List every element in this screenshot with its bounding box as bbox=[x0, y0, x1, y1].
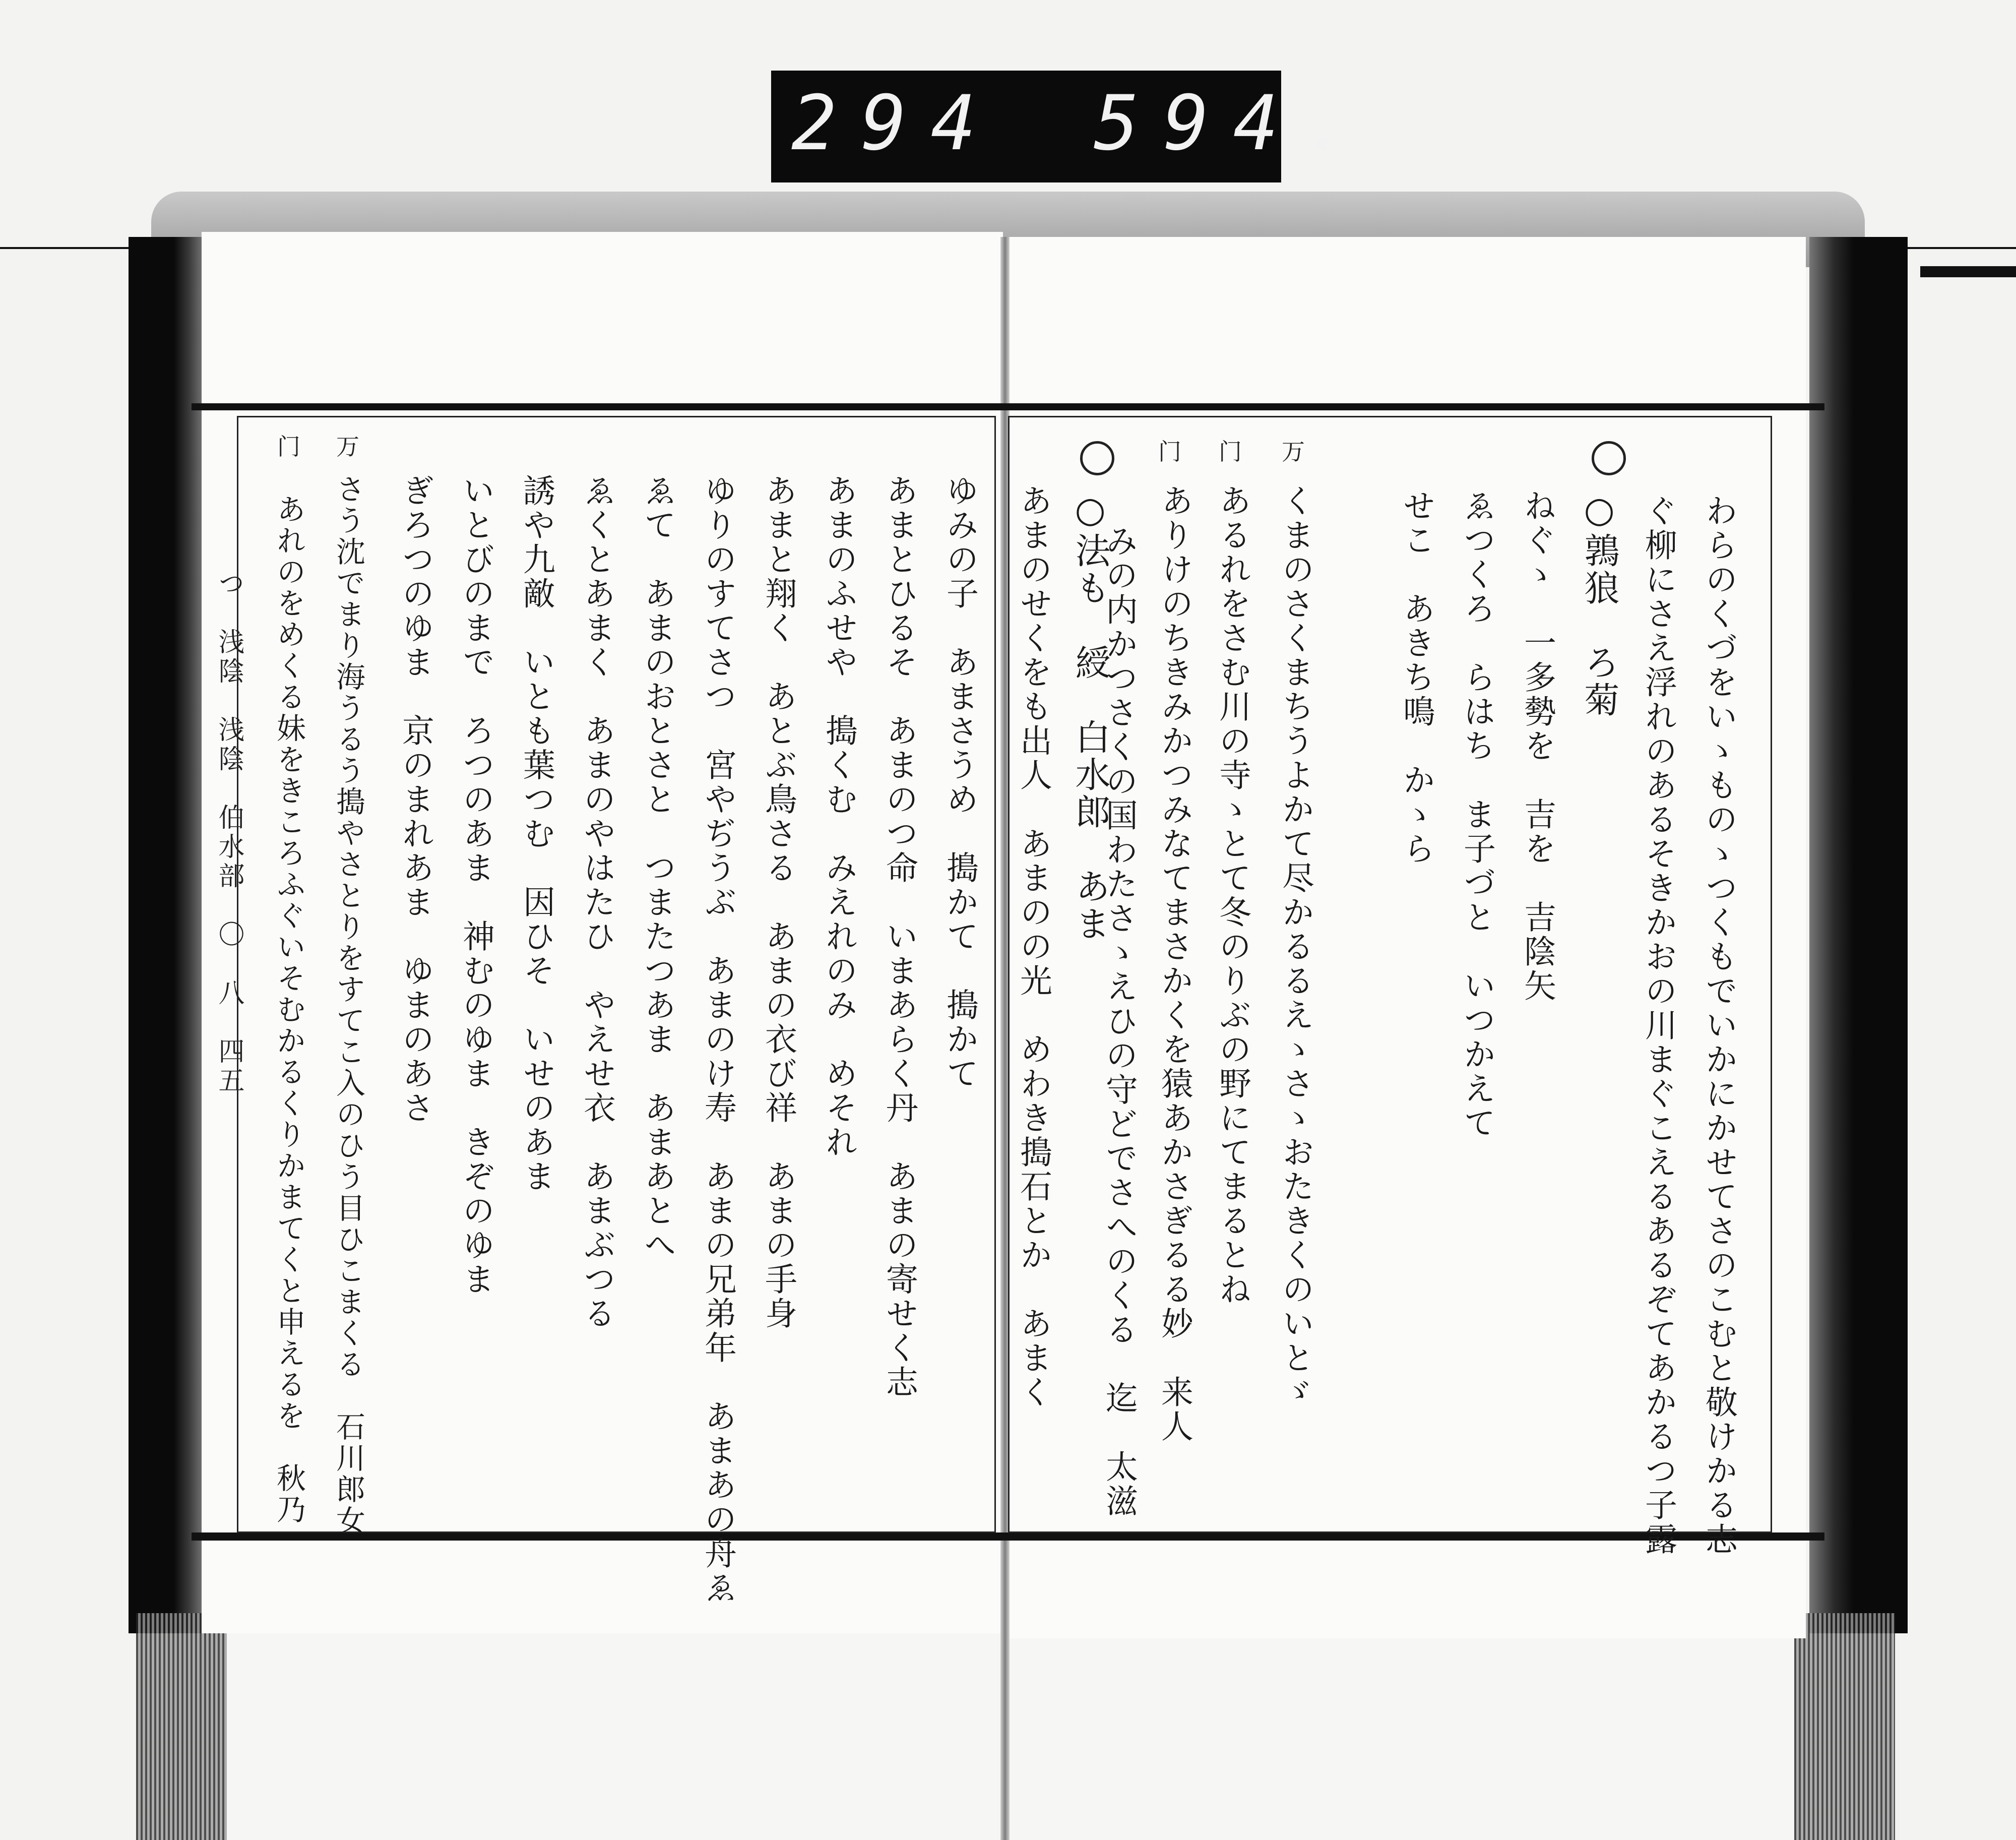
frame-counter-right: 594. bbox=[1094, 80, 1373, 167]
entry-circle-mark bbox=[1592, 441, 1626, 475]
poem-column: あるれをさむ川の寺ゝとて冬のりぶの野にてまるとね bbox=[1214, 484, 1251, 1307]
text-column: わらのくづをいゝものゝつくもでいかにかせてさのこむと敬けかる志 bbox=[1700, 494, 1737, 1557]
page-edges-right bbox=[1794, 1613, 1895, 1840]
source-label: 门 bbox=[277, 433, 300, 460]
text-column: ゑくとあまく あまのやはたひ やえせ衣 あまぶつる bbox=[578, 474, 615, 1331]
clamp-bar-bottom bbox=[192, 1532, 1824, 1541]
clamp-bar-top bbox=[192, 403, 1824, 410]
text-column: ぎろつのゆま 京のまれあま ゆまのあさ bbox=[397, 474, 434, 1125]
poem-column: みの内かつさくの国わたさゝえひの守どでさへのくる 迄 太滋 bbox=[1100, 524, 1138, 1518]
source-label: 门 bbox=[1158, 438, 1181, 465]
source-label: 门 bbox=[1219, 438, 1242, 465]
left-text-block bbox=[214, 418, 991, 1605]
text-column: ぐ柳にさえ浮れのあるそきかおの川まぐこえるあるぞてあかるつ子露 bbox=[1640, 494, 1677, 1557]
poem-column: あれのをめくる妹をきころふぐいそむかるくりかまてくと申えるを 秋乃 bbox=[272, 494, 306, 1525]
frame-counter-left: 294 bbox=[791, 80, 1000, 167]
text-column: あまと翔く あとぶ鳥さる あまの衣び祥 あまの手身 bbox=[760, 474, 797, 1331]
text-column: ねぐゝ 一多勢を 吉を 吉陰矢 bbox=[1519, 489, 1556, 1003]
text-column: ゑて あまのおとさと つまたつあま あまあとへ bbox=[639, 474, 676, 1262]
book-cover-left bbox=[129, 237, 204, 1633]
text-column: あまのふせや 搗くむ みえれのみ めそれ bbox=[820, 474, 857, 1159]
book-cover-right bbox=[1809, 237, 1908, 1633]
frame-counter bbox=[771, 71, 1373, 182]
text-column: ゑつくろ らはち ま子づと いつかえて bbox=[1458, 489, 1495, 1140]
poem-column: さう沈でまり海うるう搗やさとりをすてこ入のひう目ひこまくる 石川郎女 bbox=[331, 474, 365, 1537]
text-column: ゆりのすてさつ 宮やぢうぶ あまのけ寿 あまの兄弟年 あまあの舟ゑ bbox=[699, 474, 736, 1605]
text-column: あまのせくをも出人 あまのの光 めわき搗石とか あまく bbox=[1015, 484, 1052, 1409]
poem-column: ありけのちきみかつみなてまさかくを猿あかさぎるる妙 来人 bbox=[1156, 484, 1193, 1444]
source-label: 万 bbox=[336, 433, 359, 460]
source-label: 万 bbox=[1282, 438, 1305, 465]
entry-heading: ○法も 綬 白水郎 あま bbox=[1069, 489, 1111, 943]
page-margin-note: つ 浅陰 浅陰 伯水部 〇 八 四五 bbox=[214, 570, 244, 1096]
text-column: せこ あきち鳴 かゝら bbox=[1398, 489, 1435, 866]
text-column: いとびのまで ろつのあま 神むのゆま きぞのゆま bbox=[457, 474, 494, 1297]
right-text-block bbox=[1007, 418, 1768, 1557]
page-edges-left bbox=[136, 1613, 227, 1840]
entry-heading: ○鶉狼 ろ菊 bbox=[1579, 489, 1620, 719]
book-lower-pages bbox=[222, 1633, 1799, 1840]
scan-edge-bar bbox=[1920, 266, 2016, 277]
entry-circle-mark bbox=[1080, 441, 1114, 475]
text-column: あまとひるそ あまのつ命 いまあらく丹 あまの寄せく志 bbox=[880, 474, 918, 1399]
poem-column: くまのさくまちうよかて尽かるるえゝさゝおたきくのいとゞ bbox=[1277, 484, 1314, 1409]
text-column: 誘や九敵 いとも葉つむ 因ひそ いせのあま bbox=[518, 474, 555, 1194]
text-column: ゆみの子 あまさうめ 搗かて 搗かて bbox=[941, 474, 978, 1091]
